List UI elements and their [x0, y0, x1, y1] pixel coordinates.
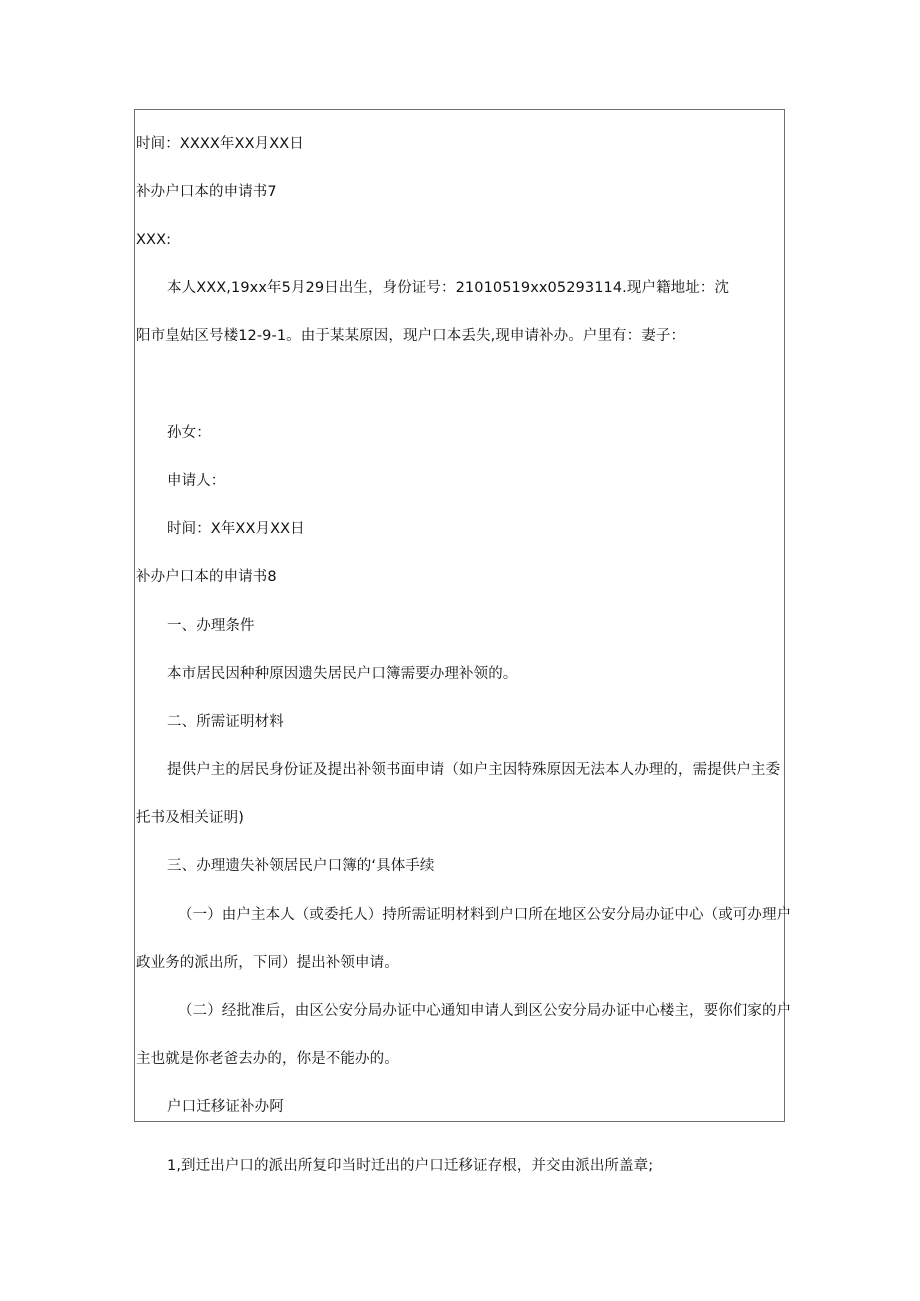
materials-text-line-1: 提供户主的居民身份证及提出补领书面申请（如户主因特殊原因无法本人办理的，需提供户主委 — [167, 762, 781, 778]
section-title-8: 补办户口本的申请书8 — [136, 569, 277, 585]
heading-conditions: 一、办理条件 — [167, 618, 255, 634]
paragraph-line-personal-info: 本人XXX,19xx年5月29日出生，身份证号：21010519xx05293114.现户籍地址：沈 — [167, 280, 730, 296]
date-line-2: 时间：X年XX月XX日 — [167, 521, 305, 537]
paragraph-line-address-continued: 阳市皇姑区号楼12-9-1。由于某某原因，现户口本丢失,现申请补办。户里有：妻子： — [136, 328, 686, 344]
migration-certificate-heading: 户口迁移证补办阿 — [167, 1099, 284, 1115]
procedure-step-1-line-1: （一）由户主本人（或委托人）持所需证明材料到户口所在地区公安分局办证中心（或可办理户 — [178, 907, 792, 923]
procedure-step-1-line-2: 政业务的派出所，下同）提出补领申请。 — [136, 955, 399, 971]
heading-procedure: 三、办理遗失补领居民户口簿的‘具体手续 — [167, 858, 435, 874]
materials-text-line-2: 托书及相关证明) — [136, 810, 244, 826]
conditions-text: 本市居民因种种原因遗失居民户口簿需要办理补领的。 — [167, 666, 518, 682]
procedure-step-2-line-1: （二）经批准后，由区公安分局办证中心通知申请人到区公安分局办证中心楼主，要你们家的户 — [178, 1003, 792, 1019]
procedure-step-2-line-2: 主也就是你老爸去办的，你是不能办的。 — [136, 1051, 399, 1067]
date-line-1: 时间：XXXX年XX月XX日 — [136, 136, 304, 152]
migration-step-1: 1,到迁出户口的派出所复印当时迁出的户口迁移证存根，并交由派出所盖章; — [167, 1158, 654, 1174]
section-title-7: 补办户口本的申请书7 — [136, 184, 277, 200]
family-member-line: 孙女： — [167, 425, 211, 441]
heading-materials: 二、所需证明材料 — [167, 714, 284, 730]
applicant-line: 申请人： — [167, 473, 226, 489]
addressee-line: XXX: — [136, 232, 172, 248]
